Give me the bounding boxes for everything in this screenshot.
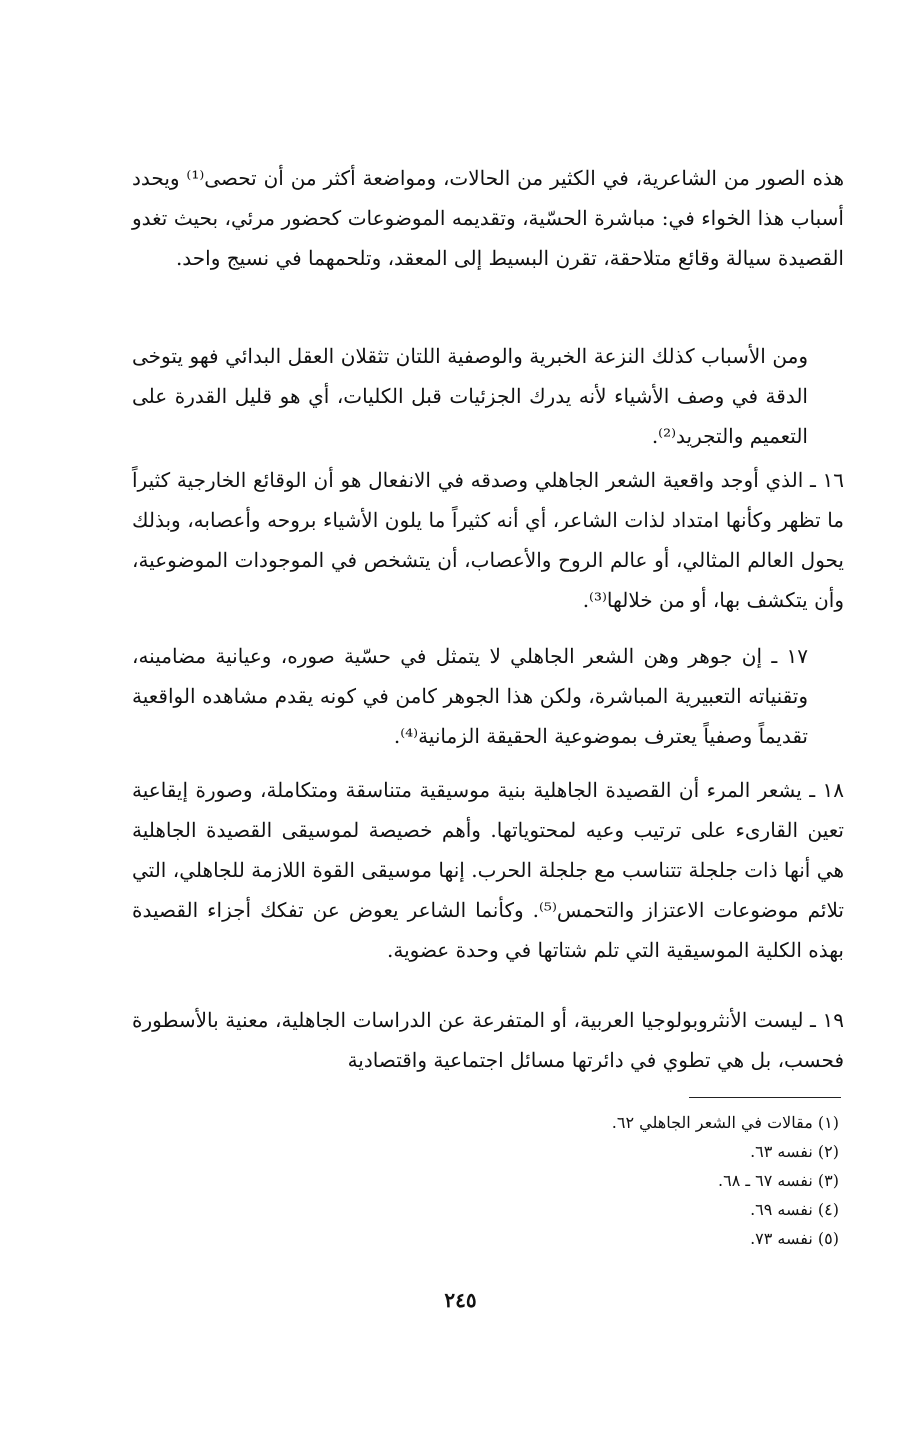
- footnote-2: (٢) نفسه ٦٣.: [750, 1142, 839, 1161]
- footnote-1: (١) مقالات في الشعر الجاهلي ٦٢.: [611, 1113, 839, 1132]
- numbered-item-16: ١٦ ـ الذي أوجد واقعية الشعر الجاهلي وصدقه في الانفعال هو أن الوقائع الخارجية كثيراً ما تظهر وكأنها امتداد لذات الشاعر، أي أنه كثيراً ما يلون الأشياء بروحه وأعصابه، وبذلك يحول العالم المثالي، أو عالم الروح والأعصاب، أن يتشخص في الموجودات الموضوعية، وأن يتكشف بها، أو من خلالها⁽³⁾.: [132, 468, 844, 612]
- footnote-divider: [689, 1097, 841, 1098]
- page-number: ٢٤٥: [444, 1288, 477, 1312]
- numbered-item-18: ١٨ ـ يشعر المرء أن القصيدة الجاهلية بنية موسيقية متناسقة ومتكاملة، وصورة إيقاعية تعين القارىء على ترتيب وعيه لمحتوياتها. وأهم خصيصة لموسيقى القصيدة الجاهلية هي أنها ذات جلجلة تتناسب مع جلجلة الحرب. إنها موسيقى القوة اللازمة للجاهلي، التي تلائم موضوعات الاعتزاز والتحمس⁽⁵⁾. وكأنما الشاعر يعوض عن تفكك أجزاء القصيدة بهذه الكلية الموسيقية التي تلم شتاتها في وحدة عضوية.: [132, 778, 844, 962]
- footnotes: [339, 1108, 839, 1253]
- numbered-item-19: ١٩ ـ ليست الأنثروبولوجيا العربية، أو المتفرعة عن الدراسات الجاهلية، معنية بالأسطورة فحسب، بل هي تطوي في دائرتها مسائل اجتماعية واقتصادية: [132, 1008, 844, 1072]
- footnote-3: (٣) نفسه ٦٧ ـ ٦٨.: [718, 1171, 839, 1190]
- paragraph-1: هذه الصور من الشاعرية، في الكثير من الحالات، ومواضعة أكثر من أن تحصى⁽¹⁾ ويحدد أسباب هذا الخواء في: مباشرة الحسّية، وتقديمه الموضوعات كحضور مرئي، بحيث تغدو القصيدة سيالة وقائع متلاحقة، تقرن البسيط إلى المعقد، وتلحمهما في نسيج واحد.: [132, 166, 844, 270]
- paragraph-2: ومن الأسباب كذلك النزعة الخبرية والوصفية اللتان تثقلان العقل البدائي فهو يتوخى الدقة في وصف الأشياء لأنه يدرك الجزئيات قبل الكليات، أي هو قليل القدرة على التعميم والتجريد⁽²⁾.: [132, 344, 808, 448]
- footnote-4: (٤) نفسه ٦٩.: [750, 1200, 839, 1219]
- numbered-item-17: ١٧ ـ إن جوهر وهن الشعر الجاهلي لا يتمثل في حسّية صوره، وعيانية مضامينه، وتقنياته التعبيرية المباشرة، ولكن هذا الجوهر كامن في كونه يقدم مشاهده الواقعية تقديماً وصفياً يعترف بموضوعية الحقيقة الزمانية⁽⁴⁾.: [132, 644, 808, 748]
- footnote-5: (٥) نفسه ٧٣.: [750, 1229, 839, 1248]
